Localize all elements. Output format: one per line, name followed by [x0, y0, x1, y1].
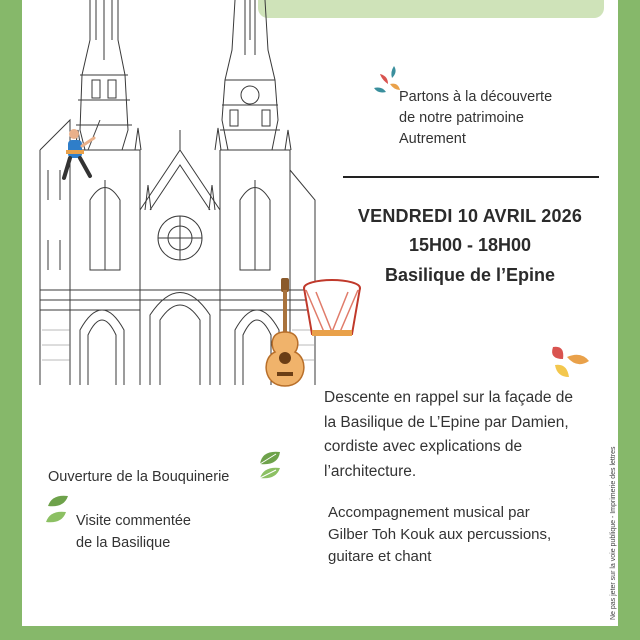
rappel-description	[324, 386, 573, 484]
frame-bottom	[0, 626, 640, 640]
frame-right	[618, 0, 640, 640]
frame-left	[0, 0, 22, 640]
rappel-line: l’architecture.	[324, 462, 417, 480]
rappel-line: cordiste avec explications de	[324, 438, 523, 455]
event-time: 15H00 - 18H00	[408, 235, 532, 255]
event-place: Basilique de l’Epine	[384, 265, 556, 285]
rappel-line: la Basilique de L’Epine par Damien,	[324, 413, 569, 431]
sparkle-icon	[372, 62, 402, 102]
petals-icon	[545, 343, 593, 383]
rappel-line: Descente en rappel sur la façade de	[324, 389, 574, 406]
event-block	[330, 204, 610, 290]
visit-line: Visite commentée	[76, 513, 191, 529]
climber-icon	[60, 120, 108, 190]
intro-line: Autrement	[399, 131, 466, 147]
intro-line: de notre patrimoine	[399, 110, 524, 126]
music-line: Accompagnement musical par	[328, 504, 530, 521]
divider	[343, 176, 599, 178]
music-description	[328, 502, 551, 568]
side-note: Ne pas jeter sur la voie publique - Imprimerie des lettres	[610, 446, 617, 620]
bouquinerie-text: Ouverture de la Bouquinerie	[48, 469, 230, 485]
event-date: VENDREDI 10 AVRIL 2026	[357, 206, 583, 226]
intro-text	[399, 87, 552, 150]
music-line: Gilber Toh Kouk aux percussions,	[328, 526, 552, 543]
visit-text	[76, 510, 191, 554]
leaf-icon	[256, 448, 284, 482]
guitar-icon	[255, 278, 315, 390]
music-line: guitare et chant	[328, 548, 432, 565]
intro-line: Partons à la découverte	[399, 89, 553, 105]
leaf-icon	[44, 494, 70, 526]
visit-line: de la Basilique	[76, 535, 171, 551]
